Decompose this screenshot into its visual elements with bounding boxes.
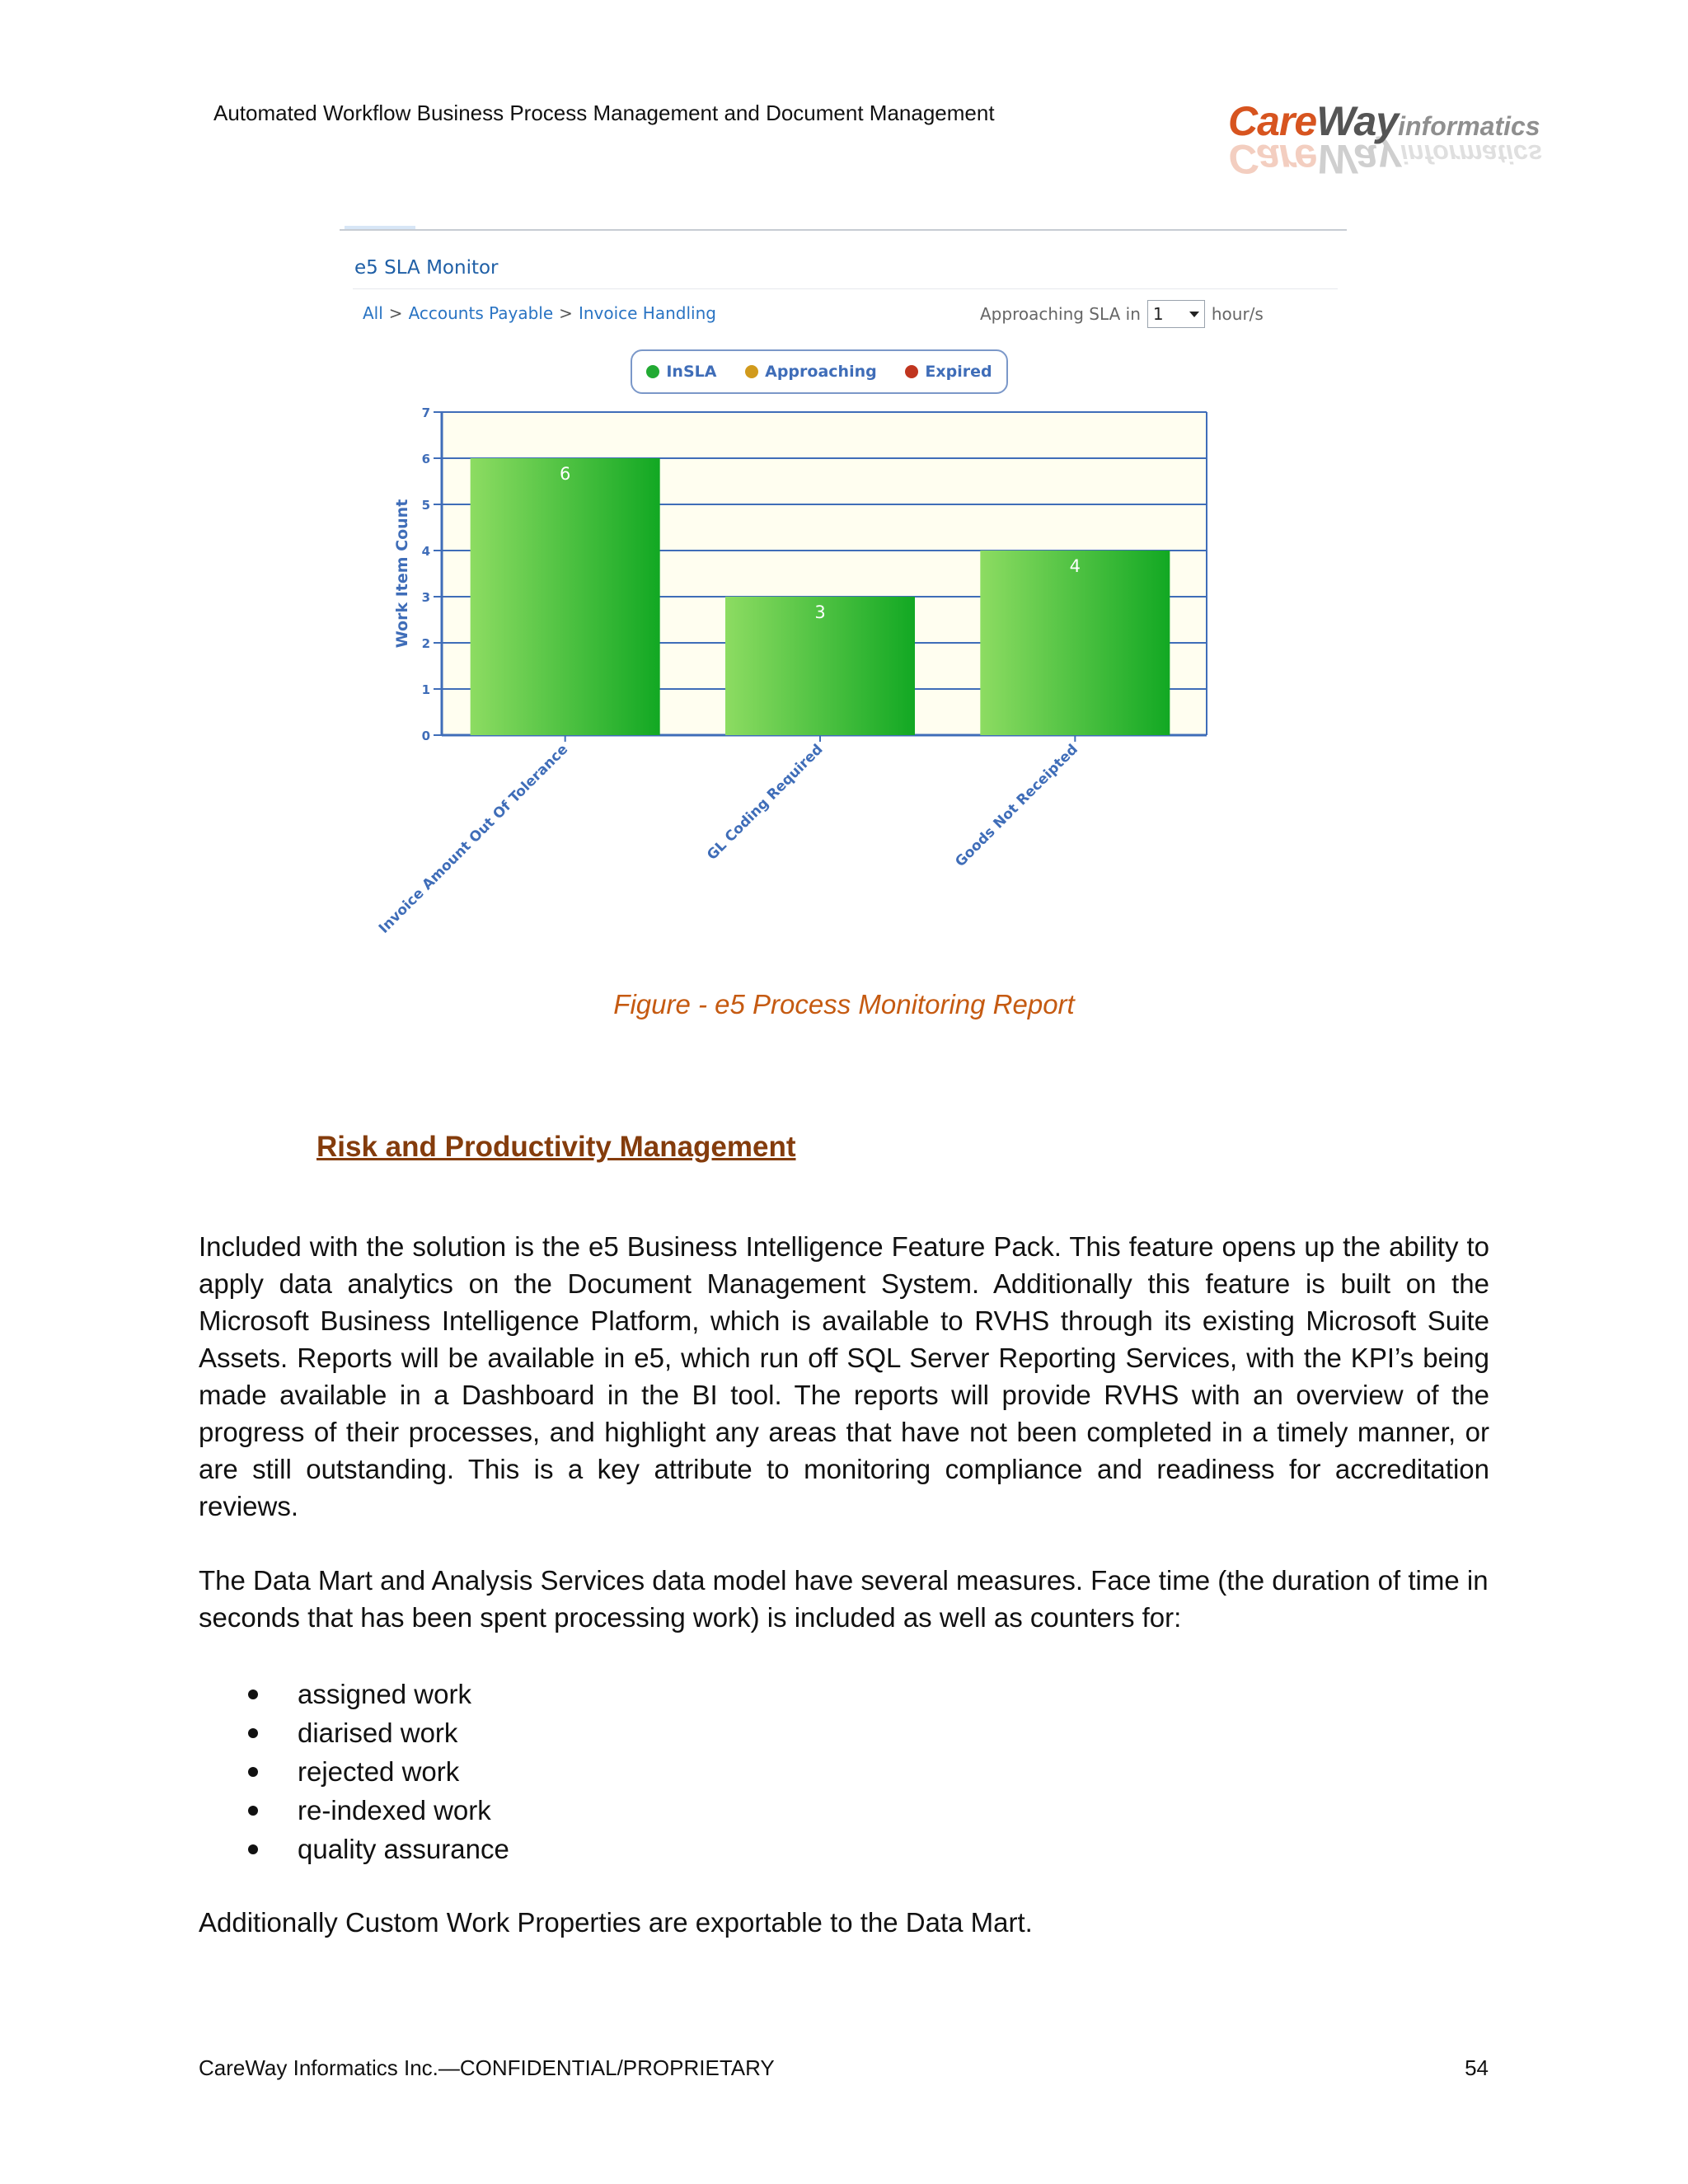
- logo-reflection: CareWayinformatics: [1228, 136, 1543, 182]
- list-item: [199, 1752, 1188, 1791]
- bullet-icon: [248, 1728, 258, 1738]
- figure-caption: Figure - e5 Process Monitoring Report: [613, 989, 1075, 1019]
- y-tick-label: 1: [421, 682, 430, 697]
- list-item-text: rejected work: [298, 1756, 460, 1787]
- bar: [980, 551, 1170, 735]
- logo-informatics-text: informatics: [1398, 111, 1540, 141]
- breadcrumb-separator: >: [559, 303, 573, 323]
- page-header-title: Automated Workflow Business Process Management and Document Management: [213, 101, 995, 125]
- section-heading: Risk and Productivity Management: [316, 1131, 796, 1163]
- bullet-icon: [248, 1806, 258, 1816]
- legend-label: Expired: [925, 363, 992, 381]
- list-item-text: assigned work: [298, 1679, 471, 1709]
- logo-care-text: Care: [1228, 98, 1317, 144]
- bullet-icon: [248, 1690, 258, 1699]
- y-tick-label: 4: [421, 544, 430, 559]
- sla-monitor-panel: [340, 226, 1347, 959]
- bar-value-label: 4: [1069, 556, 1081, 576]
- list-item-text: diarised work: [298, 1718, 458, 1748]
- y-tick-label: 5: [421, 498, 430, 513]
- y-tick-label: 3: [421, 590, 430, 605]
- sla-monitor-title: e5 SLA Monitor: [354, 257, 499, 279]
- approaching-sla-label: Approaching SLA in: [980, 304, 1141, 324]
- breadcrumb-invoice-handling[interactable]: Invoice Handling: [578, 303, 716, 323]
- bar-value-label: 3: [814, 602, 826, 622]
- breadcrumb-separator: >: [388, 303, 403, 323]
- legend-label: InSLA: [666, 363, 717, 381]
- logo-way-text: Way: [1316, 98, 1399, 144]
- bullet-icon: [248, 1844, 258, 1854]
- y-tick-label: 0: [421, 729, 430, 743]
- bar: [471, 458, 660, 735]
- x-tick-label: Invoice Amount Out Of Tolerance: [375, 741, 572, 937]
- x-tick-label: Goods Not Receipted: [952, 741, 1081, 871]
- paragraph-intro: Included with the solution is the e5 Business Intelligence Feature Pack. This feature opens up the ability to apply data analytics on the Document Management System. Additionally this feature is built on the Microsoft Business Intelligence Platform, which is available to RVHS through its existing Microsoft Suite Assets. Reports will be available in e5, which run off SQL Server Reporting Services, with the KPI’s being made available in a Dashboard in the BI tool. The reports will provide RVHS with an overview of the progress of their processes, and highlight any areas that have not been completed in a timely manner, or are still outstanding. This is a key attribute to monitoring compliance and readiness for accreditation reviews.: [199, 1231, 1489, 1521]
- list-item: [199, 1675, 1188, 1713]
- approaching-sla-value: 1: [1152, 304, 1164, 324]
- paragraph-data-mart: The Data Mart and Analysis Services data model have several measures. Face time (the duration of time in seconds that has been spent processing work) is included as well as counters for:: [199, 1565, 1489, 1633]
- y-axis-title: Work Item Count: [393, 499, 411, 649]
- breadcrumb-all[interactable]: All: [363, 303, 383, 323]
- sla-bar-chart: [340, 226, 1347, 959]
- x-tick-label: GL Coding Required: [704, 741, 827, 864]
- legend-label: Approaching: [765, 363, 877, 381]
- list-item: [199, 1713, 1188, 1752]
- bullet-icon: [248, 1767, 258, 1777]
- careway-logo: [1228, 97, 1591, 180]
- list-item: [199, 1830, 1188, 1868]
- breadcrumb-accounts-payable[interactable]: Accounts Payable: [408, 303, 554, 323]
- list-item-text: quality assurance: [298, 1834, 509, 1864]
- y-tick-label: 7: [421, 405, 430, 420]
- list-item: [199, 1791, 1188, 1830]
- page-number: 54: [1465, 2055, 1489, 2080]
- paragraph-custom-properties: Additionally Custom Work Properties are exportable to the Data Mart.: [199, 1907, 1033, 1938]
- bullet-list: [199, 1675, 1188, 1868]
- y-tick-label: 2: [421, 636, 430, 651]
- approaching-sla-unit: hour/s: [1211, 304, 1264, 324]
- y-tick-label: 6: [421, 452, 430, 466]
- bar-value-label: 6: [559, 464, 571, 484]
- footer-confidential: CareWay Informatics Inc.—CONFIDENTIAL/PROPRIETARY: [199, 2055, 775, 2080]
- list-item-text: re-indexed work: [298, 1795, 491, 1825]
